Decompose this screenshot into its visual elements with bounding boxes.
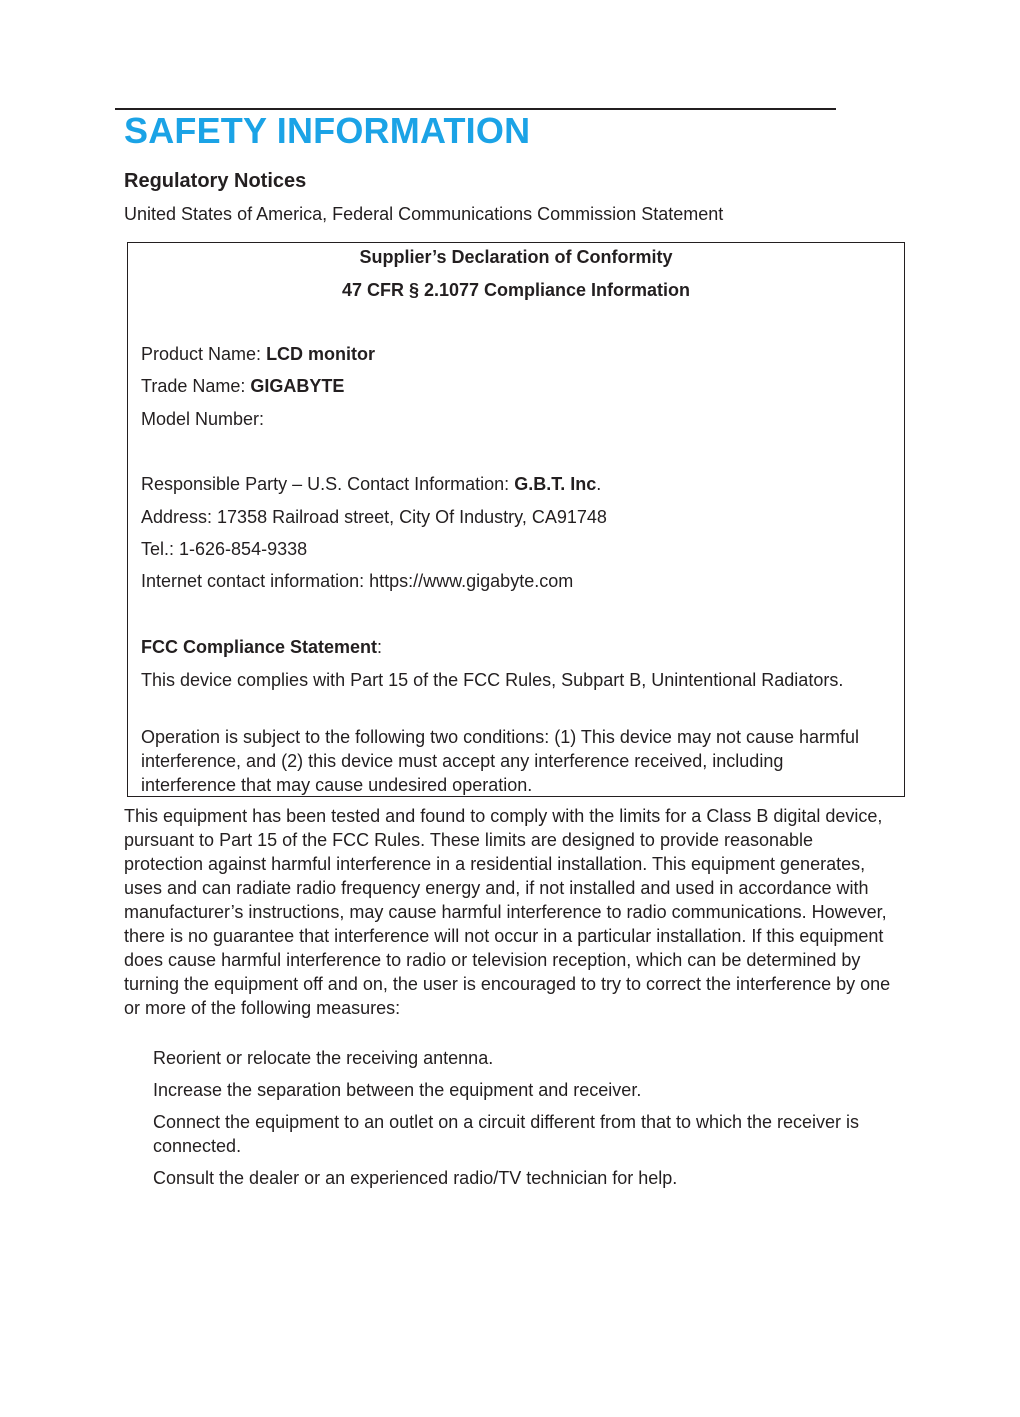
fcc-paragraph-1: This device complies with Part 15 of the FCC Rules, Subpart B, Unintentional Radiators. (141, 670, 844, 690)
responsible-party-line (141, 474, 601, 495)
product-name-value: LCD monitor (266, 344, 376, 364)
tel-line: Tel.: 1-626-854-9338 (141, 539, 308, 559)
trade-name-value: GIGABYTE (250, 376, 345, 396)
fcc-body-paragraph: This equipment has been tested and found to comply with the limits for a Class B digital device, pursuant to Part 15 of the FCC Rules. These limits are designed to provide reasonable protection against harmful interference in a residential installation. This equipment generates, uses and can radiate radio frequency energy and, if not installed and used in accordance with manufacturer’s instructions, may cause harmful interference to radio communications. However, there is no guarantee that interference will not occur in a particular installation. If this equipment does cause harmful interference to radio or television reception, which can be determined by turning the equipment off and on, the user is encouraged to try to correct the interference by one or more of the following measures: (124, 806, 891, 1018)
fcc-heading-colon: : (377, 637, 383, 657)
trade-name-line (141, 376, 344, 397)
measures-list (153, 1046, 873, 1198)
list-item: Consult the dealer or an experienced radio/TV technician for help. (153, 1168, 678, 1188)
responsible-party-label: Responsible Party – U.S. Contact Information: (141, 474, 515, 494)
declaration-heading: Supplier’s Declaration of Conformity (359, 247, 673, 267)
internet-line: Internet contact information: https://www.gigabyte.com (141, 571, 574, 591)
responsible-party-suffix: . (596, 474, 602, 494)
trade-name-label: Trade Name: (141, 376, 251, 396)
address-line: Address: 17358 Railroad street, City Of Industry, CA91748 (141, 507, 607, 527)
list-item: Connect the equipment to an outlet on a circuit different from that to which the receiver is connected. (153, 1112, 860, 1156)
page-title: SAFETY INFORMATION (124, 110, 531, 151)
list-item: Reorient or relocate the receiving antenna. (153, 1048, 494, 1068)
declaration-box (127, 242, 905, 797)
list-item: Increase the separation between the equipment and receiver. (153, 1080, 642, 1100)
responsible-party-value: G.B.T. Inc (514, 474, 597, 494)
compliance-heading: 47 CFR § 2.1077 Compliance Information (341, 280, 691, 300)
model-number-line: Model Number: (141, 409, 265, 429)
fcc-heading: FCC Compliance Statement (141, 637, 378, 657)
product-name-label: Product Name: (141, 344, 267, 364)
fcc-heading-line (141, 637, 382, 658)
fcc-paragraph-2: Operation is subject to the following two conditions: (1) This device may not cause harmful interference, and (2) this device must accept any interference received, including interference that may cause undesired operation. (141, 727, 860, 795)
intro-text: United States of America, Federal Communications Commission Statement (124, 204, 724, 224)
product-name-line (141, 344, 375, 365)
section-subtitle: Regulatory Notices (124, 170, 307, 192)
